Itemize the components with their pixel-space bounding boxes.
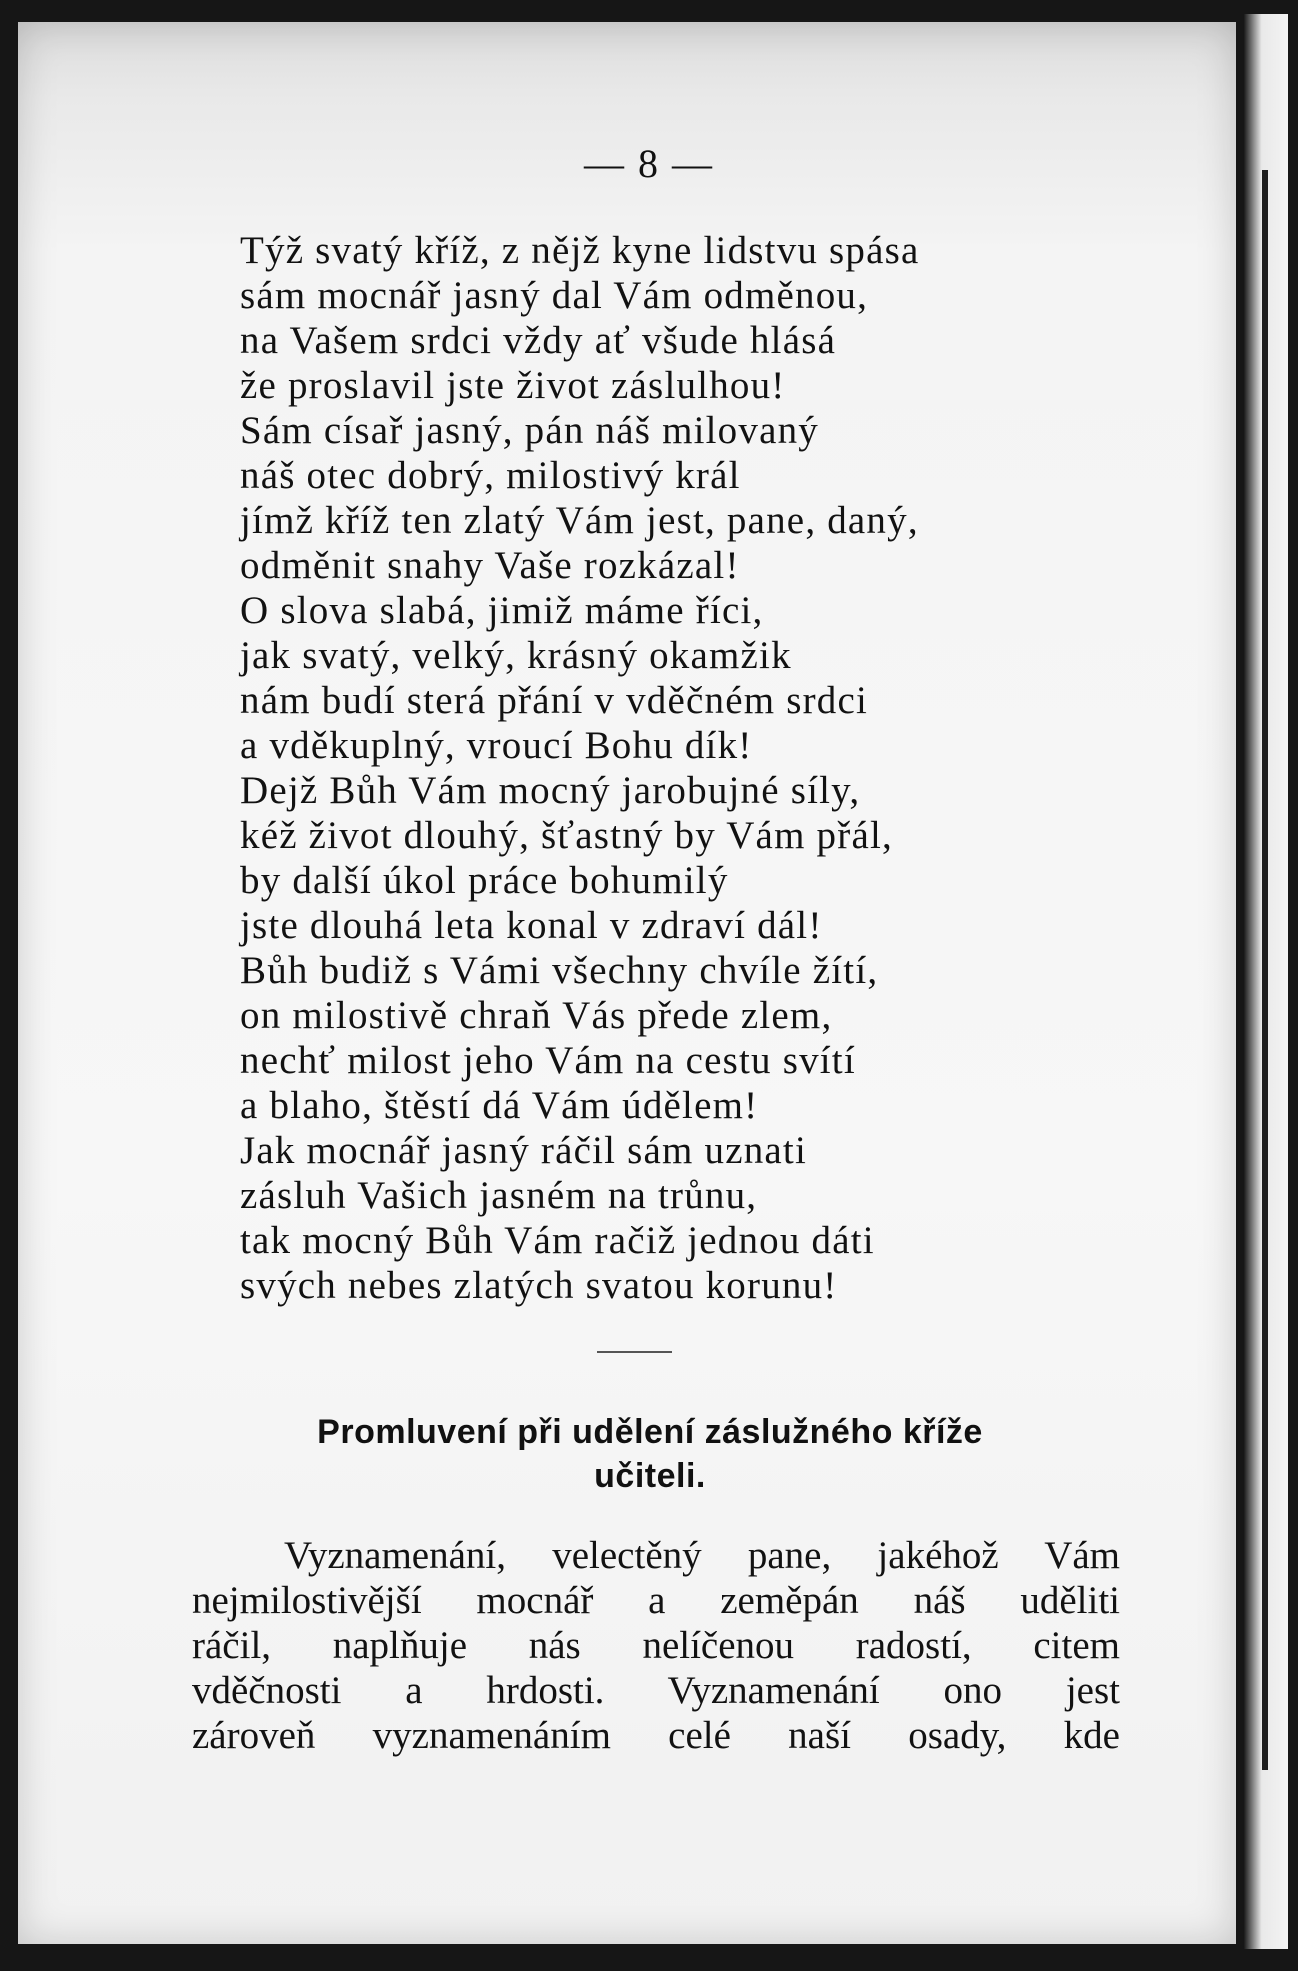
poem-line: jste dlouhá leta konal v zdraví dál! <box>240 904 823 947</box>
poem-line: nechť milost jeho Vám na cestu svítí <box>240 1039 856 1082</box>
poem <box>240 228 1120 1308</box>
poem-line: Sám císař jasný, pán náš milovaný <box>240 409 819 452</box>
poem-line: zásluh Vašich jasném na trůnu, <box>240 1174 758 1217</box>
section-heading-line: Promluvení při udělení záslužného kříže <box>317 1413 983 1451</box>
page-number: — 8 — <box>584 141 714 186</box>
section-heading <box>190 1410 1110 1498</box>
poem-line: tak mocný Bůh Vám račiž jednou dáti <box>240 1219 875 1262</box>
poem-line: sám mocnář jasný dal Vám odměnou, <box>240 274 869 317</box>
poem-line: kéž život dlouhý, šťastný by Vám přál, <box>240 814 893 857</box>
poem-line: odměnit snahy Vaše rozkázal! <box>240 544 740 587</box>
poem-line: a blaho, štěstí dá Vám údělem! <box>240 1084 759 1127</box>
poem-line: jak svatý, velký, krásný okamžik <box>240 634 792 677</box>
binding-shadow <box>1262 170 1268 1770</box>
paragraph-line: Vyznamenání, velectěný pane, jakéhož Vám <box>284 1534 1120 1577</box>
poem-line: Jak mocnář jasný ráčil sám uznati <box>240 1129 807 1172</box>
poem-line: by další úkol práce bohumilý <box>240 859 729 902</box>
poem-line: O slova slabá, jimiž máme říci, <box>240 589 764 632</box>
paragraph-line: vděčnosti a hrdosti. Vyznamenání ono jest <box>192 1669 1120 1712</box>
poem-line: Dejž Bůh Vám mocný jarobujné síly, <box>240 769 861 812</box>
section-divider <box>597 1351 672 1353</box>
poem-line: a vděkuplný, vroucí Bohu dík! <box>240 724 753 767</box>
poem-line: jímž kříž ten zlatý Vám jest, pane, daný, <box>240 499 919 542</box>
poem-line: Týž svatý kříž, z nějž kyne lidstvu spása <box>240 229 920 272</box>
paragraph-line: nejmilostivější mocnář a zeměpán náš uděliti <box>192 1579 1120 1622</box>
poem-line: nám budí sterá přání v vděčném srdci <box>240 679 869 722</box>
paragraph-line: zároveň vyznamenáním celé naší osady, kde <box>192 1714 1120 1757</box>
poem-line: svých nebes zlatých svatou korunu! <box>240 1264 838 1307</box>
section-heading-line: učiteli. <box>594 1457 706 1495</box>
poem-line: Bůh budiž s Vámi všechny chvíle žítí, <box>240 949 879 992</box>
poem-line: na Vašem srdci vždy ať všude hlásá <box>240 319 837 362</box>
body-paragraph <box>192 1533 1120 1758</box>
paragraph-line: ráčil, naplňuje nás nelíčenou radostí, citem <box>192 1624 1120 1667</box>
poem-line: že proslavil jste život záslulhou! <box>240 364 786 407</box>
poem-line: náš otec dobrý, milostivý král <box>240 454 741 497</box>
poem-line: on milostivě chraň Vás přede zlem, <box>240 994 833 1037</box>
